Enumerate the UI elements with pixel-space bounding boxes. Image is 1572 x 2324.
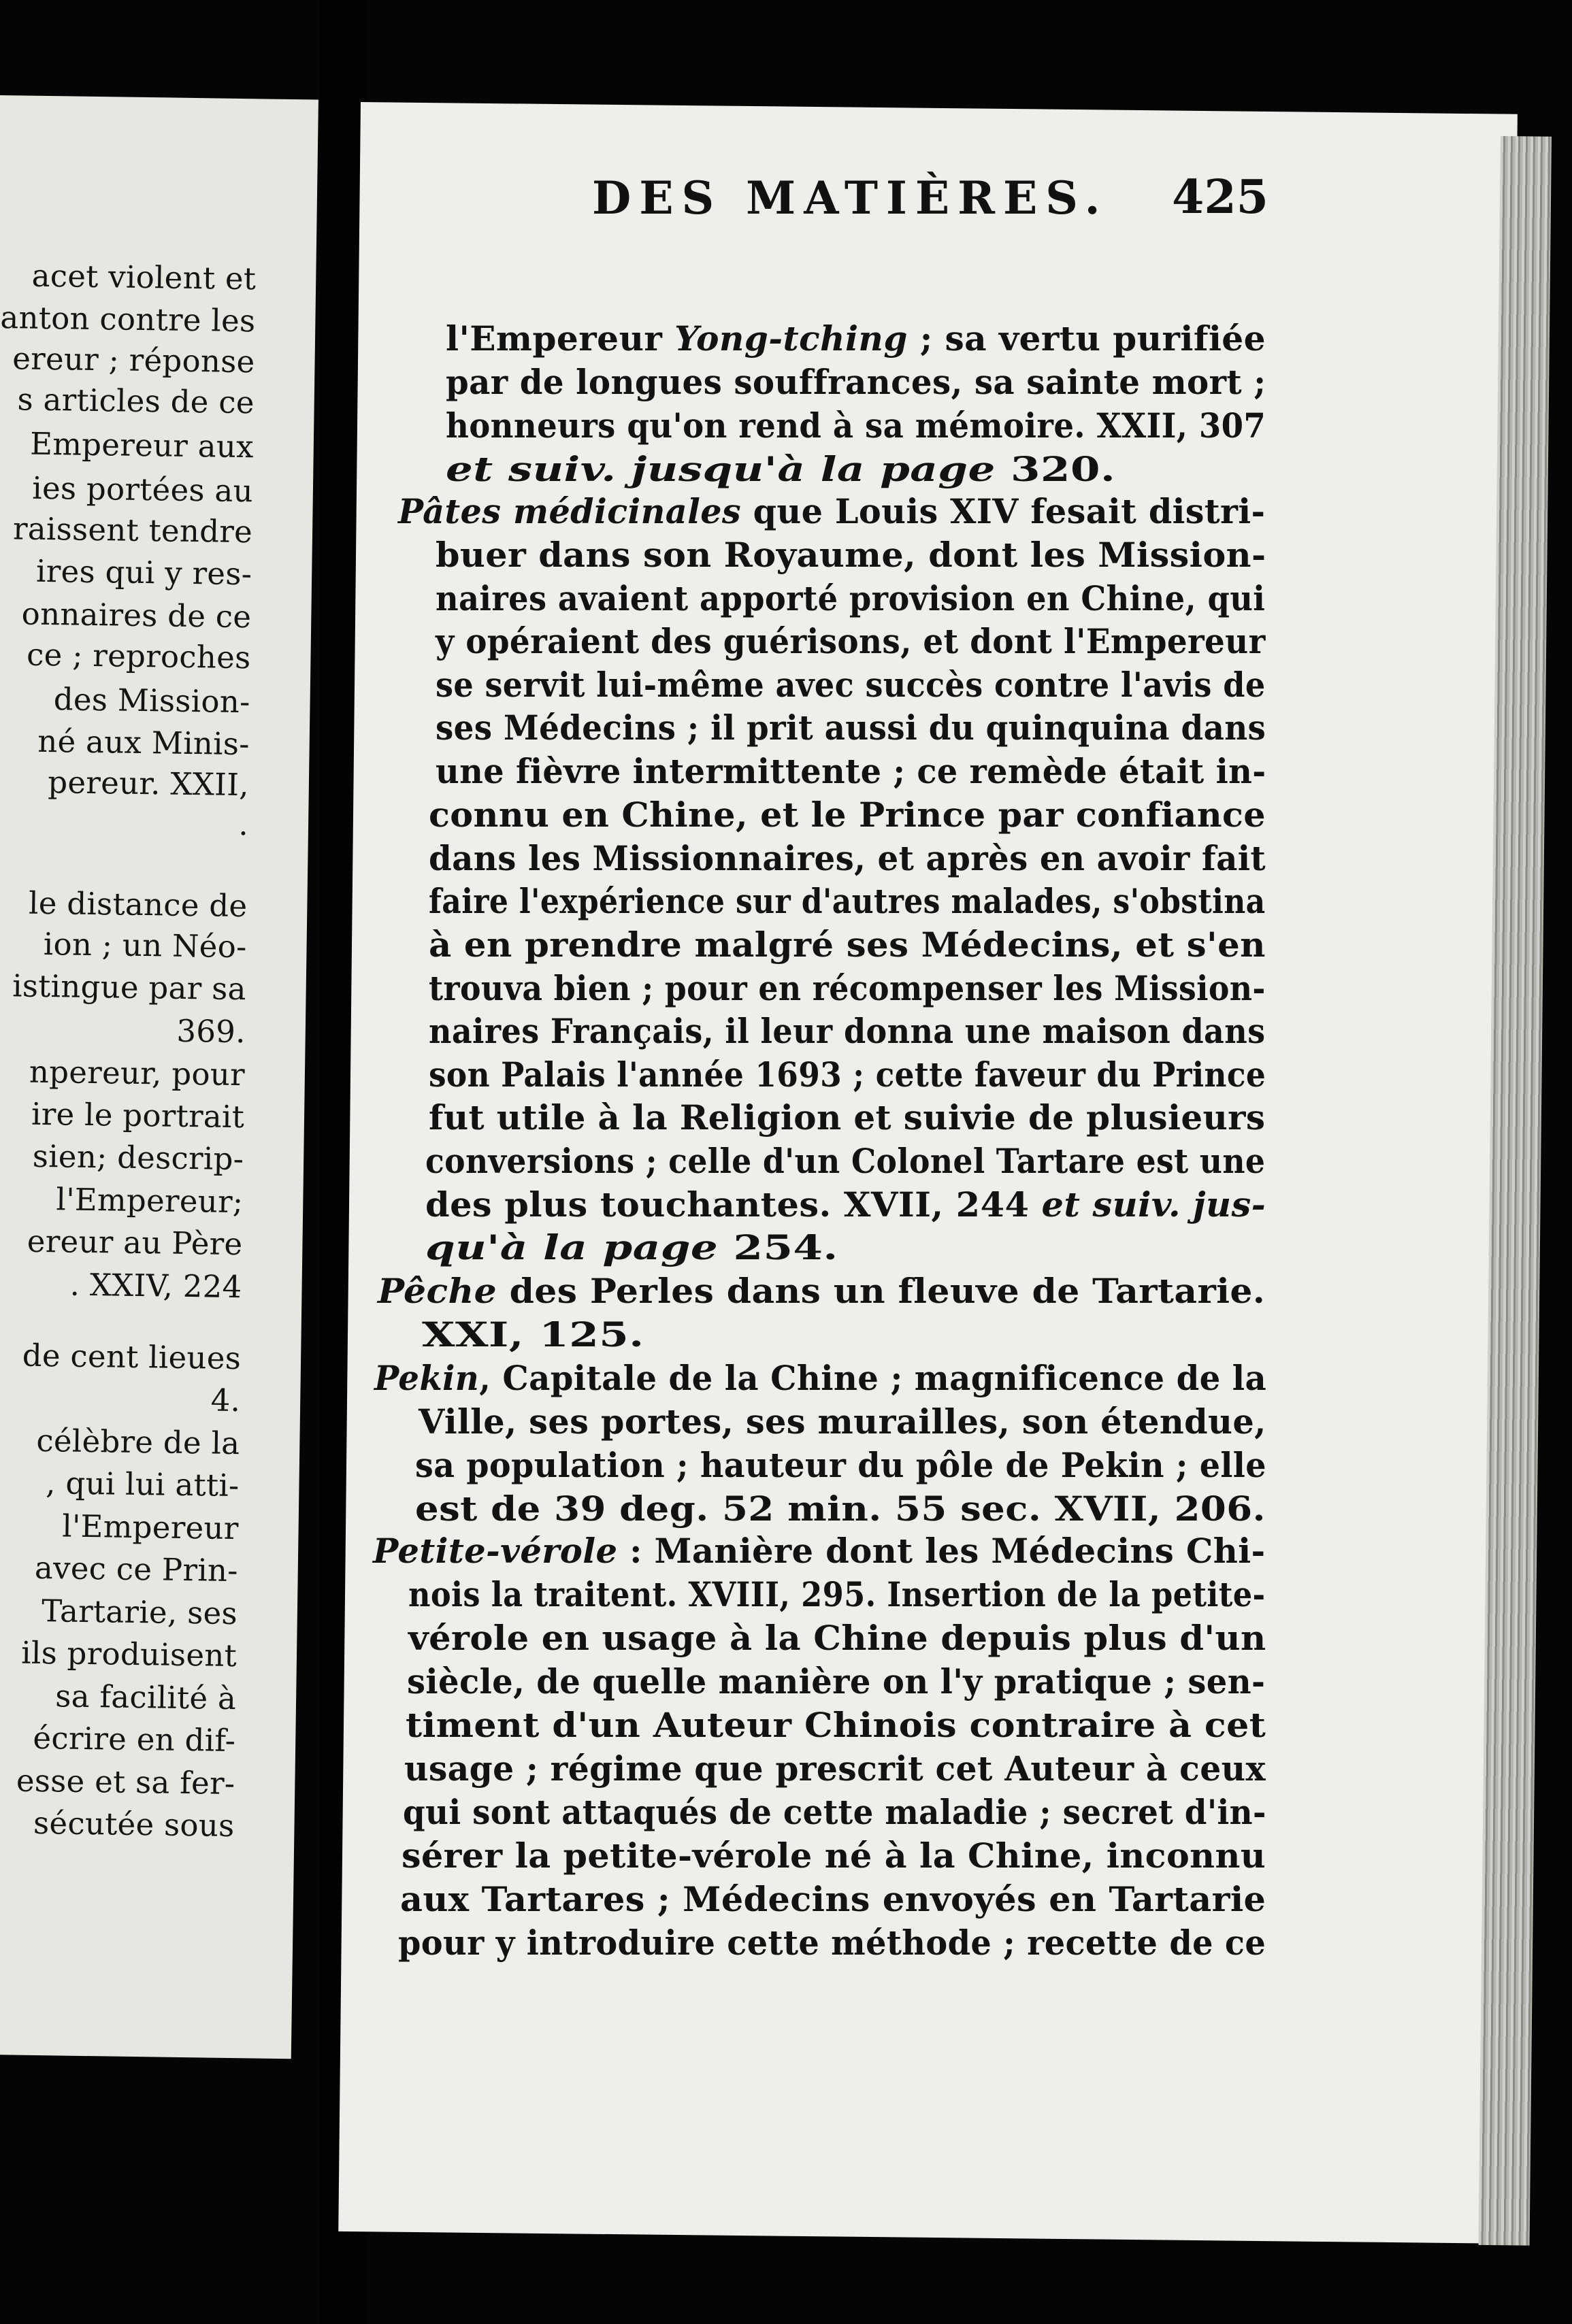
italic-term: Pekin bbox=[374, 1358, 480, 1398]
line-text: naires Français, il leur donna une maison dans bbox=[429, 1011, 1266, 1051]
left-page-line: ils produisent bbox=[20, 1634, 238, 1674]
index-line bbox=[425, 1141, 1265, 1181]
line-text: son Palais l'année 1693 ; cette faveur du Prince bbox=[429, 1055, 1266, 1095]
left-page-line: célèbre de la bbox=[36, 1422, 240, 1462]
line-text: faire l'expérience sur d'autres malades, s'obstina bbox=[429, 881, 1266, 921]
line-text: naires avaient apporté provision en Chine, qui bbox=[436, 578, 1266, 618]
index-line bbox=[398, 1923, 1266, 1963]
line-text: honneurs qu'on rend à sa mémoire. XXII, 307 bbox=[446, 405, 1266, 446]
index-line bbox=[406, 1705, 1266, 1745]
index-line bbox=[429, 968, 1266, 1008]
index-line bbox=[429, 795, 1266, 835]
line-text: conversions ; celle d'un Colonel Tartare est une bbox=[425, 1141, 1266, 1181]
index-line bbox=[429, 925, 1266, 965]
line-text: : Manière dont les Médecins Chi- bbox=[617, 1531, 1266, 1571]
left-page-line: ereur au Père bbox=[27, 1223, 243, 1263]
line-text: qui sont attaqués de cette maladie ; secret d'in- bbox=[403, 1792, 1266, 1832]
index-line bbox=[429, 1055, 1266, 1095]
index-line bbox=[404, 1748, 1266, 1789]
left-page-line: onnaires de ce bbox=[21, 595, 252, 635]
italic-term: et suiv. jus- bbox=[1041, 1184, 1266, 1225]
line-text: 320. bbox=[995, 449, 1116, 489]
left-page-line: istingue par sa bbox=[12, 967, 247, 1008]
line-text: vérole en usage à la Chine depuis plus d'un bbox=[408, 1618, 1266, 1658]
line-text: des Perles dans un fleuve de Tartarie. bbox=[497, 1271, 1266, 1311]
left-page-line: , qui lui atti- bbox=[45, 1465, 240, 1504]
line-text: ses Médecins ; il prit aussi du quinquina dans bbox=[436, 708, 1266, 748]
left-page-line: esse et sa fer- bbox=[16, 1762, 235, 1802]
left-page-line: l'Empereur bbox=[61, 1508, 239, 1547]
left-page-line: ire le portrait bbox=[31, 1095, 245, 1135]
line-text: une fièvre intermittente ; ce remède était in- bbox=[436, 751, 1266, 791]
index-line bbox=[402, 1836, 1266, 1876]
left-page-line: acet violent et bbox=[31, 257, 257, 297]
left-page-line: pereur. XXII, bbox=[47, 764, 250, 803]
italic-term: Petite-vérole bbox=[373, 1531, 618, 1571]
line-text: est de 39 deg. 52 min. 55 sec. XVII, 206. bbox=[415, 1489, 1266, 1529]
index-line bbox=[429, 1097, 1265, 1138]
index-line bbox=[446, 362, 1266, 402]
index-line bbox=[398, 491, 1265, 531]
left-page-line: 4. bbox=[210, 1382, 241, 1419]
left-page-line: l'Empereur; bbox=[56, 1181, 244, 1221]
index-line bbox=[400, 1879, 1266, 1919]
line-text: à en prendre malgré ses Médecins, et s'en bbox=[429, 925, 1266, 965]
line-text: se servit lui-même avec succès contre l'avis de bbox=[436, 665, 1266, 705]
left-page-line: . bbox=[238, 806, 249, 843]
italic-term: Pâtes médicinales bbox=[398, 491, 742, 531]
line-text: trouva bien ; pour en récompenser les Mission- bbox=[429, 968, 1266, 1008]
left-page-line: de cent lieues bbox=[22, 1337, 242, 1377]
index-line bbox=[436, 708, 1266, 748]
left-page-line: écrire en dif- bbox=[33, 1719, 236, 1759]
left-page-line: s articles de ce bbox=[17, 381, 255, 421]
line-text: l'Empereur bbox=[446, 318, 675, 359]
line-text: siècle, de quelle manière on l'y pratique ; sen- bbox=[407, 1661, 1266, 1702]
index-line bbox=[436, 578, 1265, 618]
left-page-line: né aux Minis- bbox=[37, 723, 250, 763]
line-text: pour y introduire cette méthode ; recette de ce bbox=[398, 1923, 1266, 1963]
page-number: 425 bbox=[1172, 170, 1268, 225]
line-text: Ville, ses portes, ses murailles, son étendue, bbox=[419, 1401, 1266, 1442]
index-line bbox=[436, 665, 1266, 705]
index-line bbox=[373, 1531, 1265, 1571]
line-text: nois la traitent. XVIII, 295. Insertion de la petite- bbox=[408, 1574, 1266, 1614]
left-page-line: ion ; un Néo- bbox=[43, 926, 247, 965]
line-text: timent d'un Auteur Chinois contraire à cet bbox=[406, 1705, 1266, 1745]
line-text: dans les Missionnaires, et après en avoir fait bbox=[429, 838, 1266, 878]
line-text: 254. bbox=[718, 1227, 838, 1267]
index-line bbox=[436, 535, 1266, 575]
line-text: usage ; régime que prescrit cet Auteur à ceux bbox=[404, 1748, 1266, 1789]
index-line bbox=[378, 1271, 1265, 1311]
line-text: sa population ; hauteur du pôle de Pekin ; elle bbox=[415, 1445, 1266, 1485]
left-page-line: avec ce Prin- bbox=[34, 1549, 239, 1589]
line-text: sérer la petite-vérole né à la Chine, inconnu bbox=[402, 1836, 1266, 1876]
left-page-line: ce ; reproches bbox=[26, 636, 251, 676]
left-page-line: Tartarie, ses bbox=[41, 1593, 238, 1632]
index-line bbox=[415, 1445, 1266, 1485]
left-page-line: ereur ; réponse bbox=[12, 340, 255, 380]
line-text: des plus touchantes. XVII, 244 bbox=[425, 1184, 1042, 1225]
line-text: y opéraient des guérisons, et dont l'Empereur bbox=[436, 621, 1266, 661]
line-text: XXI, 125. bbox=[422, 1314, 644, 1355]
left-page-line: npereur, pour bbox=[29, 1053, 246, 1093]
index-line bbox=[429, 1011, 1265, 1051]
line-text: connu en Chine, et le Prince par confiance bbox=[429, 795, 1266, 835]
left-page-line: sien; descrip- bbox=[32, 1138, 244, 1178]
index-line bbox=[374, 1358, 1266, 1398]
left-page-line: 369. bbox=[176, 1012, 246, 1050]
left-page-line: ires qui y res- bbox=[35, 552, 252, 593]
line-text: par de longues souffrances, sa sainte mort ; bbox=[446, 362, 1266, 402]
index-line bbox=[422, 1314, 644, 1355]
left-page-line: anton contre les bbox=[0, 299, 256, 339]
line-text: que Louis XIV fesait distri- bbox=[741, 491, 1266, 531]
left-page-line: sa facilité à bbox=[54, 1678, 237, 1717]
left-page-line: des Mission- bbox=[53, 681, 250, 720]
left-page-line: . XXIV, 224 bbox=[69, 1266, 242, 1306]
index-line bbox=[408, 1618, 1266, 1658]
index-line bbox=[408, 1574, 1265, 1614]
left-page-line: raissent tendre bbox=[12, 510, 253, 550]
italic-term: et suiv. jusqu'à la page bbox=[446, 449, 996, 489]
index-line bbox=[419, 1401, 1266, 1442]
index-line bbox=[436, 621, 1266, 661]
index-line bbox=[415, 1489, 1266, 1529]
index-line bbox=[446, 405, 1266, 446]
index-line bbox=[425, 1184, 1266, 1225]
line-text: buer dans son Royaume, dont les Mission- bbox=[436, 535, 1266, 575]
index-line bbox=[425, 1227, 838, 1267]
index-line bbox=[407, 1661, 1265, 1702]
index-line bbox=[446, 449, 1115, 489]
left-page-line: le distance de bbox=[28, 884, 248, 925]
left-page-line: sécutée sous bbox=[33, 1804, 235, 1844]
index-line bbox=[403, 1792, 1266, 1832]
left-page-line: Empereur aux bbox=[29, 425, 255, 465]
left-page-line: ies portées au bbox=[31, 469, 254, 510]
italic-term: qu'à la page bbox=[425, 1227, 719, 1267]
index-line bbox=[446, 318, 1266, 359]
line-text: fut utile à la Religion et suivie de plusieurs bbox=[429, 1097, 1266, 1138]
running-head: DES MATIÈRES. bbox=[592, 171, 1109, 225]
index-line bbox=[429, 881, 1266, 921]
line-text: , Capitale de la Chine ; magnificence de la bbox=[479, 1358, 1267, 1398]
italic-term: Yong-tching bbox=[674, 318, 908, 359]
line-text: aux Tartares ; Médecins envoyés en Tartarie bbox=[400, 1879, 1266, 1919]
index-line bbox=[429, 838, 1266, 878]
index-line bbox=[436, 751, 1266, 791]
italic-term: Pêche bbox=[378, 1271, 497, 1311]
line-text: ; sa vertu purifiée bbox=[907, 318, 1266, 359]
